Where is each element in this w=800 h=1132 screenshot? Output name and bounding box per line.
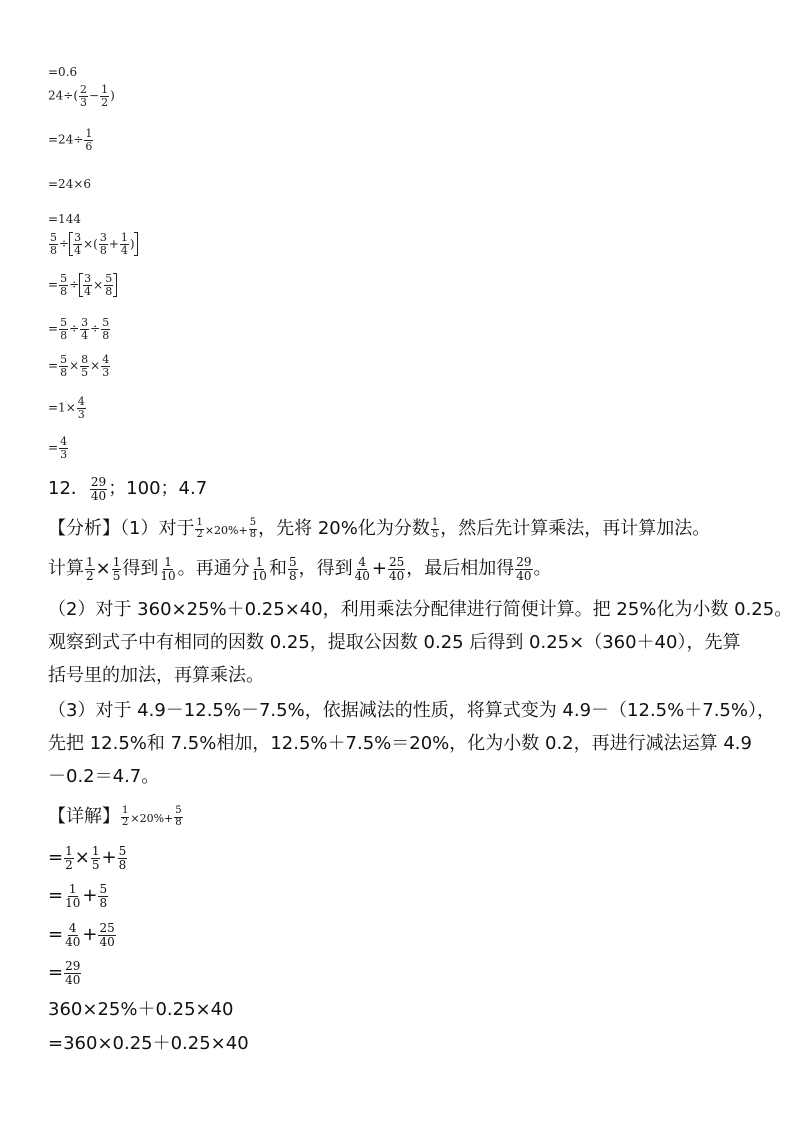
text: 得到 (122, 558, 159, 580)
operator: ÷ (90, 321, 101, 336)
denominator: 4 (81, 328, 89, 342)
step-text: =1× (48, 400, 76, 415)
denominator: 8 (99, 895, 108, 910)
fraction (104, 273, 113, 297)
numerator: 4 (68, 921, 77, 935)
text: 括号里的加法，再算乘法。 (48, 665, 264, 686)
numerator: 3 (74, 231, 82, 244)
analysis-line (48, 634, 740, 652)
fraction (59, 317, 68, 341)
denominator: 40 (90, 488, 107, 503)
numerator: 3 (84, 272, 92, 285)
analysis-line (48, 556, 552, 582)
numerator: 29 (90, 475, 107, 489)
numerator: 4 (102, 353, 110, 366)
operator: ÷ (69, 277, 80, 292)
operator: ÷ (69, 321, 80, 336)
numerator: 5 (60, 353, 68, 366)
denominator: 8 (50, 243, 57, 257)
denominator: 40 (65, 972, 81, 987)
denominator: 4 (74, 243, 82, 257)
denominator: 3 (80, 95, 88, 109)
text: =360×0.25＋0.25×40 (48, 1033, 249, 1054)
operator: × (90, 358, 101, 373)
fraction (79, 84, 88, 108)
operator: ×( (83, 237, 98, 252)
fraction (251, 556, 268, 582)
step-text: =24×6 (48, 177, 92, 191)
step-text: =24÷ (48, 132, 84, 147)
numerator: 8 (81, 353, 89, 366)
denominator: 8 (60, 284, 68, 298)
analysis-line (48, 601, 792, 619)
numerator: 1 (86, 555, 94, 569)
numerator: 5 (99, 882, 108, 896)
step-text: ) (110, 88, 115, 103)
text: （1）对于 (120, 518, 195, 539)
numerator: 5 (105, 272, 113, 285)
text: （3）对于 4.9－12.5%－7.5%，依据减法的性质，将算式变为 4.9－（12.5%＋7.5%）， (48, 700, 775, 721)
numerator: 1 (65, 844, 73, 858)
operator: × (95, 558, 111, 580)
denominator: 6 (85, 139, 93, 153)
denominator: 5 (81, 365, 89, 379)
section-tag: 【详解】 (48, 806, 120, 827)
denominator: 2 (65, 857, 73, 872)
fraction (195, 518, 203, 540)
numerator: 1 (122, 805, 129, 816)
step-line (48, 128, 94, 152)
fraction (101, 354, 110, 378)
denominator: 5 (91, 857, 100, 872)
equals-sign: = (48, 962, 64, 984)
text: －0.2＝4.7。 (48, 766, 160, 787)
text: ，然后先计算乘法，再计算加法。 (440, 518, 711, 539)
step-text: =144 (48, 212, 81, 226)
fraction (91, 845, 101, 871)
detail-line (48, 960, 82, 986)
analysis-line (48, 518, 710, 540)
text: 360×25%＋0.25×40 (48, 999, 234, 1020)
numerator: 1 (120, 231, 128, 244)
numerator: 4 (77, 395, 85, 408)
numerator: 1 (85, 127, 93, 140)
fraction (73, 232, 82, 256)
analysis-line (48, 735, 752, 753)
fraction (120, 232, 129, 256)
step-text: =0.6 (48, 65, 78, 79)
fraction (80, 317, 89, 341)
fraction (515, 556, 532, 582)
numerator: 5 (60, 316, 68, 329)
operator: − (89, 88, 100, 103)
text: ，得到 (298, 558, 353, 580)
text: 。再通分 (177, 558, 250, 580)
step-line (48, 396, 87, 420)
text: 观察到式子中有相同的因数 0.25，提取公因数 0.25 后得到 0.25×（360＋40），先算 (48, 632, 741, 653)
fraction (249, 518, 257, 540)
analysis-line (48, 667, 264, 685)
step-text: ) (129, 237, 135, 252)
step-line (48, 232, 138, 256)
numerator: 1 (112, 555, 121, 569)
operator: + (82, 924, 98, 946)
numerator: 5 (102, 316, 110, 329)
equals-sign: = (48, 885, 64, 907)
detail-line (48, 1035, 249, 1053)
denominator: 10 (251, 568, 267, 583)
operator: + (108, 237, 119, 252)
numerator: 1 (255, 555, 264, 569)
numerator: 25 (388, 555, 405, 569)
denominator: 8 (99, 243, 107, 257)
analysis-line (48, 702, 775, 720)
fraction (431, 518, 439, 540)
operator: ÷ (59, 236, 70, 251)
numerator: 4 (60, 435, 68, 448)
fraction (118, 845, 128, 871)
operator: × (69, 358, 80, 373)
step-text: 24÷( (48, 88, 79, 103)
operator: + (371, 558, 387, 580)
denominator: 8 (60, 328, 68, 342)
text: ，先将 20%化为分数 (258, 518, 430, 539)
denominator: 40 (99, 934, 115, 949)
fraction (99, 232, 108, 256)
step-line (48, 317, 111, 341)
step-text: = (48, 358, 59, 373)
fraction (64, 922, 81, 948)
detail-line (48, 845, 128, 871)
numerator: 2 (80, 83, 88, 96)
numerator: 5 (249, 517, 257, 528)
numerator: 5 (118, 844, 127, 858)
fraction (100, 84, 109, 108)
fraction (59, 354, 68, 378)
fraction (90, 476, 107, 502)
step-line (48, 66, 77, 78)
denominator: 4 (120, 243, 128, 257)
numerator: 29 (65, 959, 81, 973)
detail-line (48, 922, 117, 948)
denominator: 8 (288, 568, 297, 583)
fraction (80, 354, 89, 378)
denominator: 10 (65, 895, 81, 910)
denominator: 40 (354, 568, 370, 583)
denominator: 3 (77, 407, 85, 421)
step-line (48, 354, 111, 378)
operator: ×20%+ (130, 812, 174, 825)
section-tag: 【分析】 (48, 518, 120, 539)
fraction (388, 556, 405, 582)
denominator: 40 (65, 934, 81, 949)
fraction (83, 273, 92, 297)
fraction (101, 317, 110, 341)
denominator: 8 (105, 284, 113, 298)
detail-line (48, 1001, 234, 1019)
denominator: 8 (102, 328, 110, 342)
fraction (354, 556, 371, 582)
numerator: 25 (99, 921, 115, 935)
denominator: 8 (118, 857, 127, 872)
text: ，最后相加得 (406, 558, 515, 580)
fraction (159, 556, 176, 582)
square-bracket (79, 273, 117, 297)
denominator: 8 (249, 528, 257, 540)
detail-line (48, 806, 184, 828)
denominator: 2 (101, 95, 109, 109)
denominator: 2 (122, 816, 129, 828)
text: 计算 (48, 558, 84, 580)
fraction (98, 922, 115, 948)
numerator: 1 (91, 844, 100, 858)
operator: + (101, 847, 117, 869)
detail-line (48, 883, 109, 909)
operator: ×20%+ (204, 524, 248, 537)
fraction (64, 883, 81, 909)
denominator: 8 (175, 816, 182, 828)
equals-sign: = (48, 924, 64, 946)
square-bracket (69, 232, 138, 256)
denominator: 40 (516, 568, 532, 583)
denominator: 3 (102, 365, 110, 379)
fraction (77, 396, 86, 420)
numerator: 4 (358, 555, 367, 569)
fraction (64, 845, 74, 871)
numerator: 1 (431, 517, 439, 528)
text: 和 (268, 558, 287, 580)
answer-line (48, 476, 207, 502)
answer-text: ；100；4.7 (108, 478, 208, 500)
denominator: 3 (60, 447, 68, 461)
numerator: 3 (81, 316, 89, 329)
fraction (288, 556, 298, 582)
fraction (112, 556, 122, 582)
analysis-line (48, 768, 159, 786)
step-line (48, 178, 91, 190)
question-number: 12． (48, 478, 89, 500)
step-text: = (48, 277, 59, 292)
fraction (49, 232, 58, 256)
step-text: = (48, 321, 59, 336)
denominator: 8 (60, 365, 68, 379)
numerator: 29 (516, 555, 532, 569)
numerator: 5 (175, 805, 182, 816)
text: 先把 12.5%和 7.5%相加，12.5%＋7.5%＝20%，化为小数 0.2，再进行减法运算 4.9 (48, 733, 752, 754)
text: （2）对于 360×25%＋0.25×40，利用乘法分配律进行简便计算。把 25%化为小数 0.25。 (48, 599, 793, 620)
denominator: 5 (431, 528, 439, 540)
operator: × (74, 847, 90, 869)
denominator: 5 (112, 568, 121, 583)
step-line (48, 213, 81, 225)
fraction (98, 883, 108, 909)
operator: × (93, 278, 104, 293)
fraction (64, 960, 81, 986)
denominator: 2 (86, 568, 94, 583)
step-line (48, 436, 69, 460)
text: 。 (533, 558, 552, 580)
fraction (121, 806, 129, 828)
denominator: 4 (84, 284, 92, 298)
denominator: 2 (196, 528, 203, 540)
fraction (59, 273, 68, 297)
numerator: 5 (288, 555, 297, 569)
fraction (84, 128, 93, 152)
step-text: = (48, 440, 59, 455)
numerator: 3 (99, 231, 107, 244)
fraction (174, 806, 182, 828)
denominator: 40 (388, 568, 405, 583)
fraction (85, 556, 95, 582)
numerator: 1 (101, 83, 109, 96)
fraction (59, 436, 68, 460)
numerator: 5 (50, 231, 57, 244)
equals-sign: = (48, 847, 64, 869)
denominator: 10 (160, 568, 176, 583)
step-line (48, 84, 115, 108)
numerator: 1 (68, 882, 77, 896)
operator: + (82, 885, 98, 907)
numerator: 1 (196, 517, 203, 528)
numerator: 1 (164, 555, 172, 569)
numerator: 5 (60, 272, 68, 285)
step-line (48, 273, 117, 297)
